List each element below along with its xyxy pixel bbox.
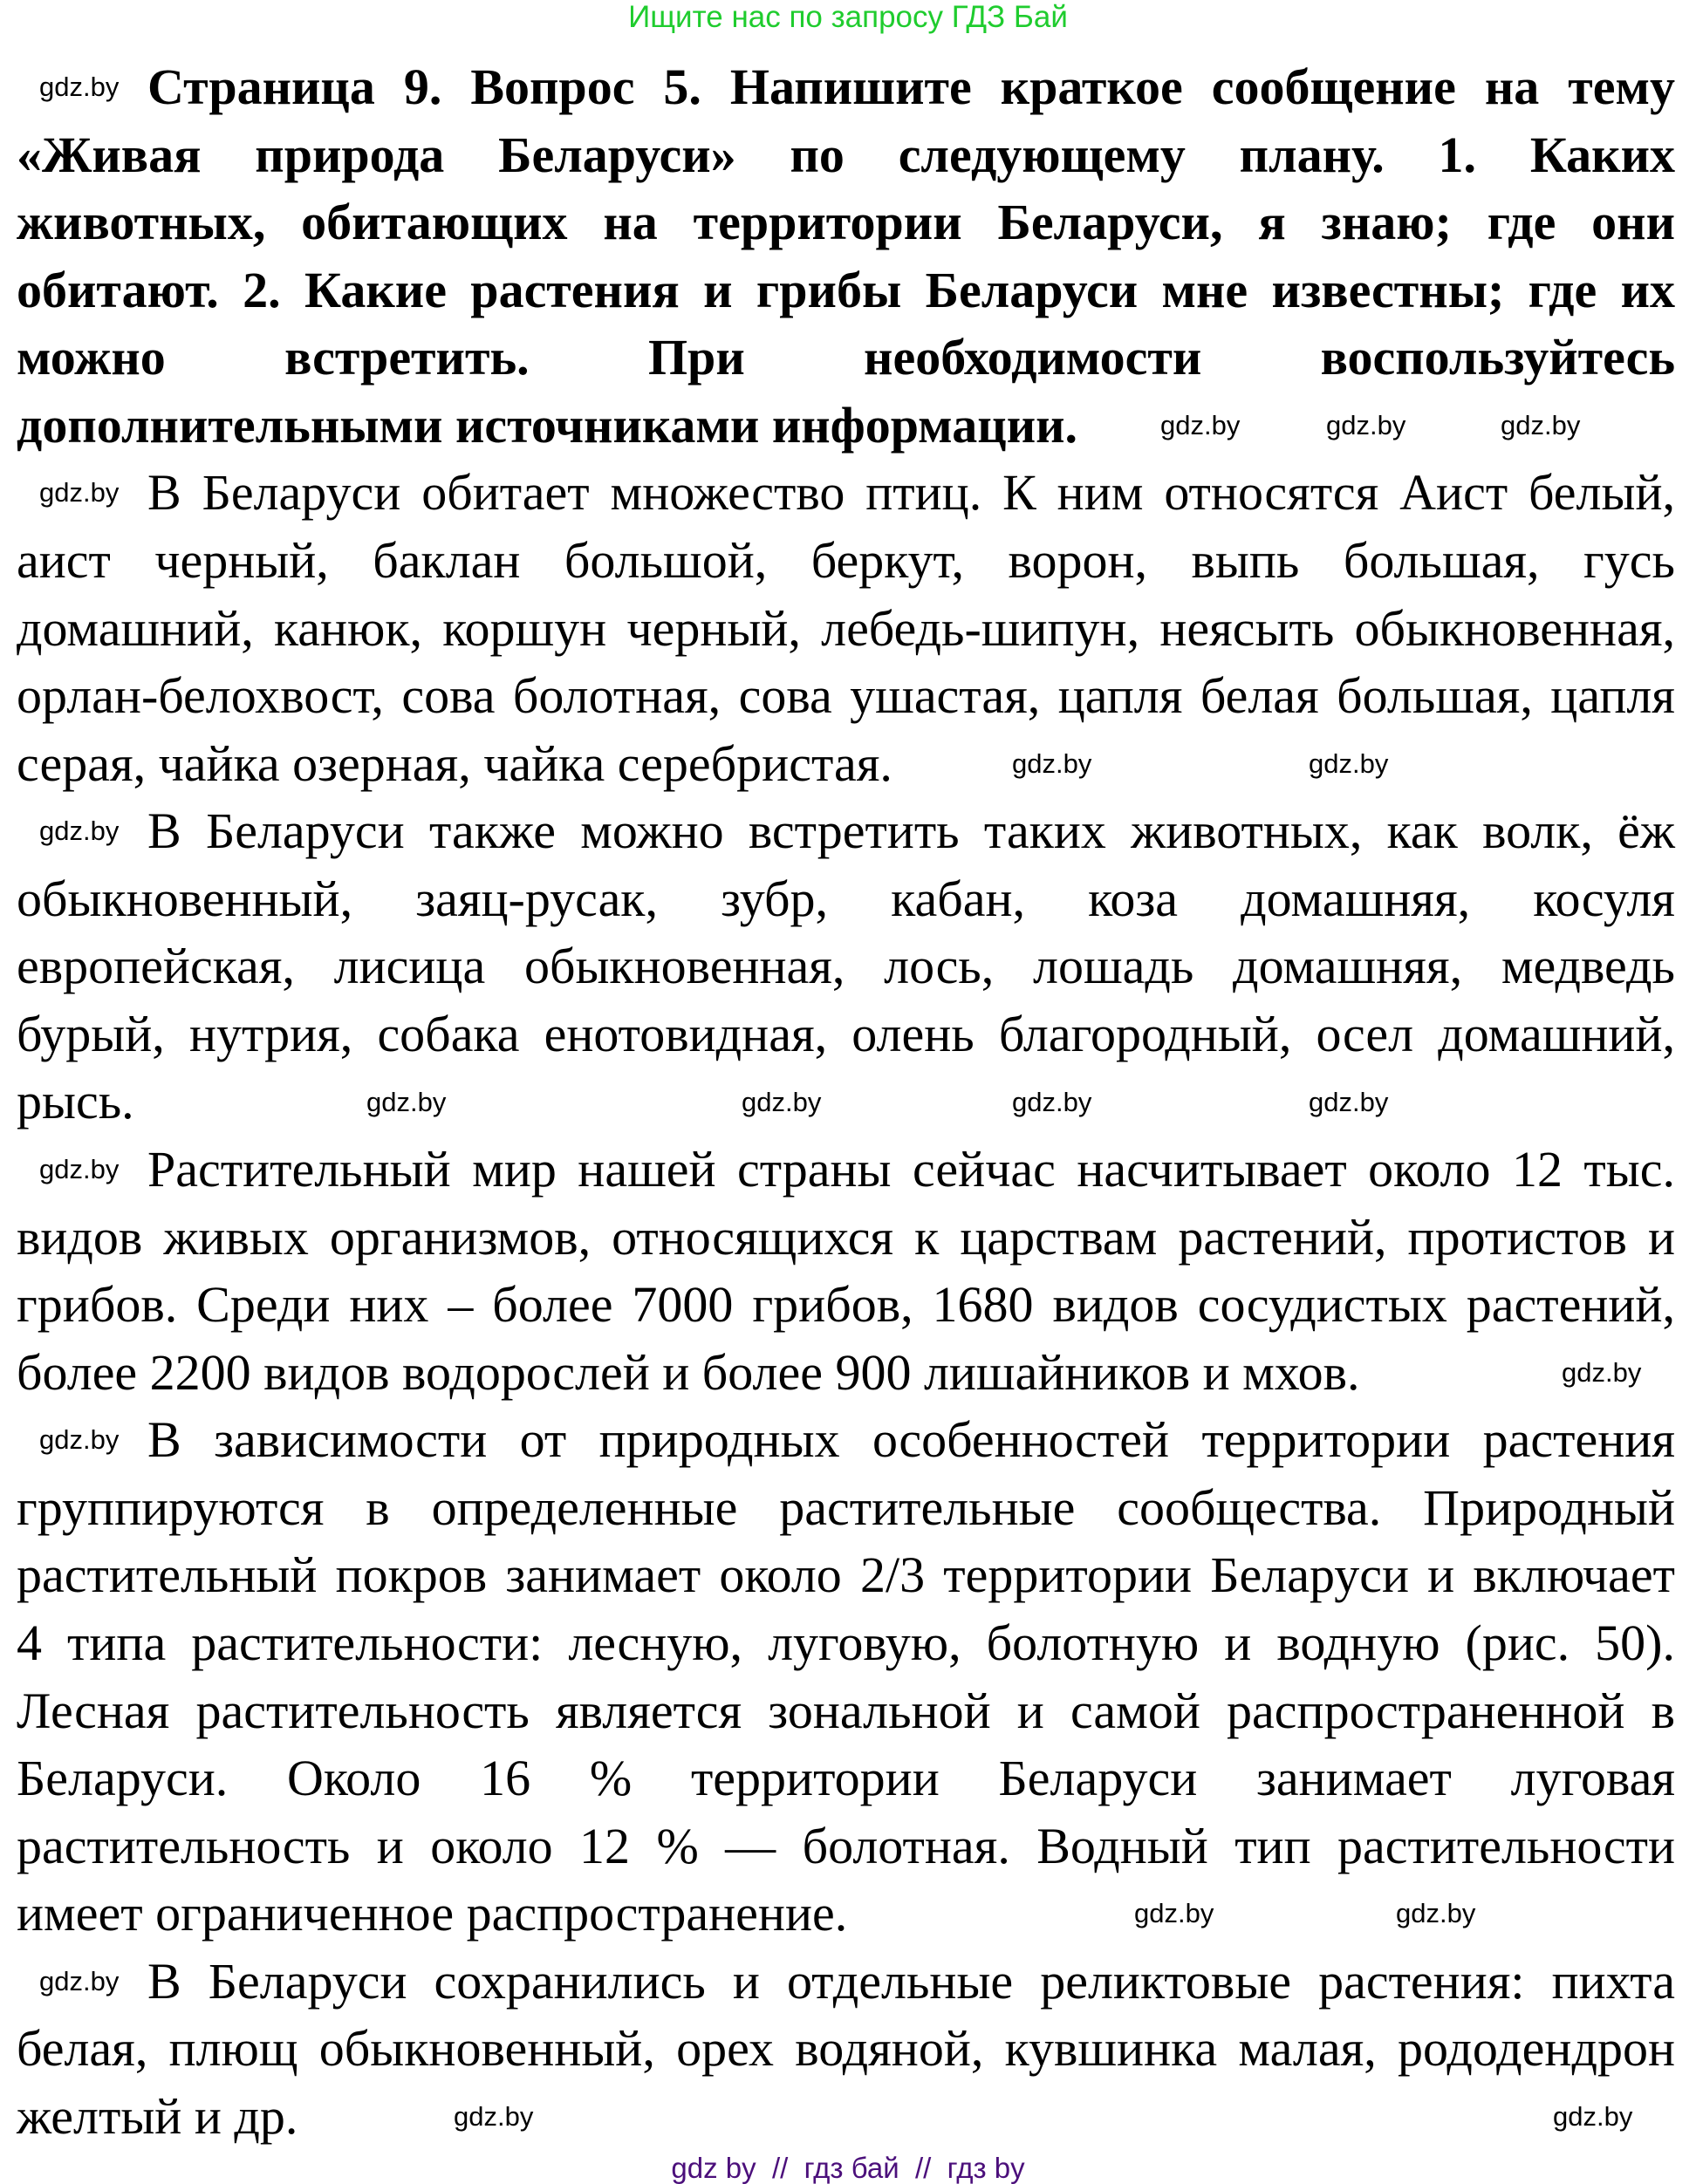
watermark: gdz.by	[39, 72, 120, 102]
watermark: gdz.by	[454, 2101, 534, 2132]
footer-links: gdz by // гдз бай // гдз by	[671, 2152, 1025, 2184]
text-line: растительный покров занимает около 2/3 территории Беларуси и включает	[17, 1546, 1675, 1604]
question-heading	[17, 53, 1675, 459]
text-line: обыкновенный, заяц-русак, зубр, кабан, коза домашняя, косуля	[17, 870, 1675, 927]
watermark: gdz.by	[39, 1154, 120, 1184]
text-line: домашний, канюк, коршун черный, лебедь-шипун, неясыть обыкновенная,	[17, 599, 1675, 657]
watermark: gdz.by	[1553, 2101, 1633, 2132]
text-line: Лесная растительность является зональной и самой распространенной в	[17, 1682, 1675, 1739]
text-line: желтый и др.	[17, 2087, 298, 2145]
text-line: европейская, лисица обыкновенная, лось, лошадь домашняя, медведь	[17, 938, 1675, 995]
watermark: gdz.by	[39, 477, 120, 508]
text-line: грибов. Среди них – более 7000 грибов, 1680 видов сосудистых растений,	[17, 1276, 1675, 1334]
paragraph-birds	[17, 459, 1675, 797]
text-line: растительность и около 12 % — болотная. Водный тип растительности	[17, 1817, 1675, 1874]
watermark: gdz.by	[366, 1087, 447, 1117]
text-line: имеет ограниченное распространение.	[17, 1885, 848, 1942]
paragraph-animals	[17, 797, 1675, 1136]
text-line: 4 типа растительности: лесную, луговую, болотную и водную (рис. 50).	[17, 1614, 1675, 1671]
document-body	[17, 53, 1675, 2150]
text-line: бурый, нутрия, собака енотовидная, олень благородный, осел домашний,	[17, 1005, 1675, 1062]
paragraph-relict-plants	[17, 1948, 1675, 2151]
heading-line: животных, обитающих на территории Беларуси, я знаю; где они	[17, 194, 1675, 251]
text-line: орлан-белохвост, сова болотная, сова ушастая, цапля белая большая, цапля	[17, 667, 1675, 725]
watermark: gdz.by	[1326, 410, 1406, 440]
heading-line: «Живая природа Беларуси» по следующему плану. 1. Каких	[17, 126, 1675, 183]
watermark: gdz.by	[1012, 748, 1092, 779]
text-line: Беларуси. Около 16 % территории Беларуси занимает луговая	[17, 1750, 1675, 1807]
text-line: В Беларуси обитает множество птиц. К ним относятся Аист белый,	[147, 464, 1675, 522]
paragraph-plant-world	[17, 1136, 1675, 1406]
text-line: рысь.	[17, 1073, 134, 1130]
watermark: gdz.by	[1160, 410, 1241, 440]
watermark: gdz.by	[1309, 748, 1389, 779]
heading-line: Страница 9. Вопрос 5. Напишите краткое сообщение на тему	[147, 58, 1675, 115]
paragraph-vegetation	[17, 1406, 1675, 1948]
heading-line: дополнительными источниками информации.	[17, 396, 1078, 454]
text-line: группируются в определенные растительные сообщества. Природный	[17, 1478, 1675, 1536]
heading-line: обитают. 2. Какие растения и грибы Беларуси мне известны; где их	[17, 261, 1675, 318]
watermark: gdz.by	[1134, 1898, 1214, 1928]
watermark: gdz.by	[1501, 410, 1581, 440]
watermark: gdz.by	[1309, 1087, 1389, 1117]
watermark: gdz.by	[39, 1424, 120, 1455]
watermark: gdz.by	[1012, 1087, 1092, 1117]
watermark: gdz.by	[39, 1966, 120, 1996]
text-line: более 2200 видов водорослей и более 900 лишайников и мхов.	[17, 1343, 1360, 1401]
text-line: В Беларуси также можно встретить таких животных, как волк, ёж	[147, 802, 1675, 860]
text-line: В Беларуси сохранились и отдельные реликтовые растения: пихта	[147, 1952, 1675, 2010]
text-line: аист черный, баклан большой, беркут, ворон, выпь большая, гусь	[17, 531, 1675, 589]
watermark: gdz.by	[39, 816, 120, 846]
text-line: серая, чайка озерная, чайка серебристая.	[17, 734, 892, 792]
text-line: Растительный мир нашей страны сейчас насчитывает около 12 тыс.	[147, 1141, 1675, 1198]
watermark: gdz.by	[1396, 1898, 1476, 1928]
text-line: белая, плющ обыкновенный, орех водяной, кувшинка малая, рододендрон	[17, 2020, 1675, 2078]
text-line: видов живых организмов, относящихся к царствам растений, протистов и	[17, 1208, 1675, 1266]
text-line: В зависимости от природных особенностей территории растения	[147, 1411, 1675, 1469]
watermark: gdz.by	[1562, 1357, 1642, 1388]
watermark: gdz.by	[742, 1087, 822, 1117]
search-banner: Ищите нас по запросу ГДЗ Бай	[628, 0, 1068, 34]
heading-line: можно встретить. При необходимости воспользуйтесь	[17, 329, 1675, 386]
